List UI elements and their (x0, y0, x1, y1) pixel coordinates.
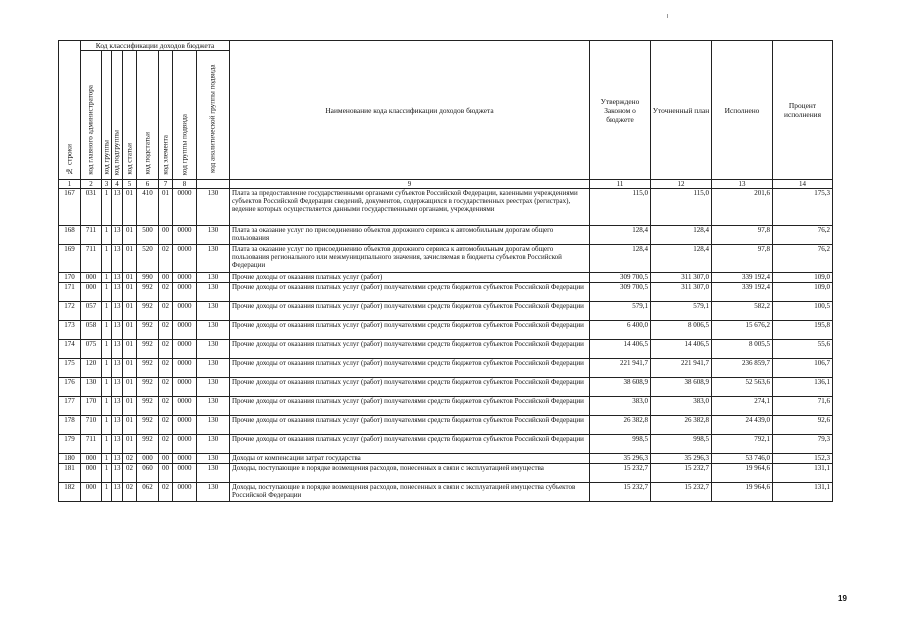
revenue-name: Прочие доходы от оказания платных услуг (работ) получателями средств бюджетов субъектов Российской Федерации (230, 321, 590, 340)
revenue-name: Плата за оказание услуг по присоединению объектов дорожного сервиса к автомобильным дорогам общего пользования регионального или межмуниципального значения, зачисляемая в бюджеты субъектов Российской Федерации (230, 245, 590, 273)
percent-value: 100,5 (773, 302, 833, 321)
col-number: 7 (159, 180, 173, 189)
code-article: 01 (123, 302, 137, 321)
column-number-row (59, 180, 833, 189)
code-group: 1 (102, 454, 112, 464)
col-number: 12 (651, 180, 712, 189)
approved-value: 35 296,3 (590, 454, 651, 464)
approved-value: 14 406,5 (590, 340, 651, 359)
code-group: 1 (102, 483, 112, 502)
code-element: 02 (159, 321, 173, 340)
code-article: 01 (123, 340, 137, 359)
approved-value: 6 400,0 (590, 321, 651, 340)
code-element: 02 (159, 416, 173, 435)
revenue-name: Прочие доходы от оказания платных услуг (работ) получателями средств бюджетов субъектов Российской Федерации (230, 435, 590, 454)
refined-value: 579,1 (651, 302, 712, 321)
code-analytic-group: 130 (197, 454, 230, 464)
refined-value: 15 232,7 (651, 483, 712, 502)
header-code-analytic-group: код аналитической группы подвида (197, 51, 230, 180)
row-number: 180 (59, 454, 81, 464)
code-admin: 057 (81, 302, 102, 321)
revenue-name: Прочие доходы от оказания платных услуг (работ) (230, 273, 590, 283)
code-subtype-group: 0000 (173, 359, 197, 378)
code-article: 01 (123, 283, 137, 302)
row-number: 173 (59, 321, 81, 340)
row-number: 168 (59, 226, 81, 245)
refined-value: 998,5 (651, 435, 712, 454)
header-code-group: Код классификации доходов бюджета (81, 41, 230, 51)
code-group: 1 (102, 435, 112, 454)
code-subarticle: 992 (137, 378, 159, 397)
code-element: 02 (159, 397, 173, 416)
executed-value: 236 859,7 (712, 359, 773, 378)
percent-value: 175,3 (773, 189, 833, 226)
code-subtype-group: 0000 (173, 273, 197, 283)
refined-value: 383,0 (651, 397, 712, 416)
code-admin: 710 (81, 416, 102, 435)
code-group: 1 (102, 302, 112, 321)
table-body (59, 189, 833, 502)
col-number (197, 180, 230, 189)
percent-value: 152,3 (773, 454, 833, 464)
code-subtype-group: 0000 (173, 397, 197, 416)
col-number: 13 (712, 180, 773, 189)
table-row (59, 397, 833, 416)
code-subarticle: 062 (137, 483, 159, 502)
code-subtype-group: 0000 (173, 283, 197, 302)
executed-value: 15 676,2 (712, 321, 773, 340)
code-subgroup: 13 (112, 226, 123, 245)
executed-value: 19 964,6 (712, 464, 773, 483)
code-article: 02 (123, 454, 137, 464)
code-element: 02 (159, 359, 173, 378)
approved-value: 128,4 (590, 226, 651, 245)
header-code-element: код элемента (159, 51, 173, 180)
table-row (59, 483, 833, 502)
code-article: 01 (123, 416, 137, 435)
executed-value: 24 439,0 (712, 416, 773, 435)
code-group: 1 (102, 245, 112, 273)
code-element: 00 (159, 273, 173, 283)
refined-value: 38 608,9 (651, 378, 712, 397)
code-element: 02 (159, 483, 173, 502)
refined-value: 128,4 (651, 226, 712, 245)
code-subgroup: 13 (112, 483, 123, 502)
approved-value: 38 608,9 (590, 378, 651, 397)
code-subarticle: 500 (137, 226, 159, 245)
code-article: 01 (123, 435, 137, 454)
code-article: 02 (123, 464, 137, 483)
code-subgroup: 13 (112, 416, 123, 435)
code-element: 00 (159, 464, 173, 483)
code-subgroup: 13 (112, 378, 123, 397)
approved-value: 579,1 (590, 302, 651, 321)
code-subtype-group: 0000 (173, 226, 197, 245)
executed-value: 339 192,4 (712, 283, 773, 302)
percent-value: 106,7 (773, 359, 833, 378)
code-subgroup: 13 (112, 397, 123, 416)
revenue-name: Доходы, поступающие в порядке возмещения расходов, понесенных в связи с эксплуатацией имущества (230, 464, 590, 483)
approved-value: 15 232,7 (590, 464, 651, 483)
code-subgroup: 13 (112, 189, 123, 226)
code-admin: 000 (81, 273, 102, 283)
code-subgroup: 13 (112, 245, 123, 273)
code-admin: 031 (81, 189, 102, 226)
revenue-name: Прочие доходы от оказания платных услуг (работ) получателями средств бюджетов субъектов Российской Федерации (230, 416, 590, 435)
row-number: 177 (59, 397, 81, 416)
code-element: 01 (159, 189, 173, 226)
code-article: 02 (123, 483, 137, 502)
refined-value: 15 232,7 (651, 464, 712, 483)
code-subtype-group: 0000 (173, 464, 197, 483)
code-analytic-group: 130 (197, 340, 230, 359)
header-code-article: код статьи (123, 51, 137, 180)
code-analytic-group: 130 (197, 273, 230, 283)
col-number: 1 (59, 180, 81, 189)
percent-value: 131,1 (773, 464, 833, 483)
code-article: 01 (123, 397, 137, 416)
executed-value: 274,1 (712, 397, 773, 416)
table-row (59, 359, 833, 378)
refined-value: 221 941,7 (651, 359, 712, 378)
refined-value: 14 406,5 (651, 340, 712, 359)
header-code-subarticle: код подстатьи (137, 51, 159, 180)
code-element: 02 (159, 245, 173, 273)
code-subgroup: 13 (112, 302, 123, 321)
header-code-group-col: код группы (102, 51, 112, 180)
percent-value: 109,0 (773, 273, 833, 283)
code-element: 02 (159, 283, 173, 302)
approved-value: 115,0 (590, 189, 651, 226)
code-analytic-group: 130 (197, 321, 230, 340)
approved-value: 26 382,8 (590, 416, 651, 435)
code-subtype-group: 0000 (173, 454, 197, 464)
executed-value: 8 005,5 (712, 340, 773, 359)
table-row (59, 283, 833, 302)
row-number: 175 (59, 359, 81, 378)
code-element: 02 (159, 340, 173, 359)
revenue-name: Прочие доходы от оказания платных услуг (работ) получателями средств бюджетов субъектов Российской Федерации (230, 378, 590, 397)
code-subarticle: 060 (137, 464, 159, 483)
refined-value: 26 382,8 (651, 416, 712, 435)
code-group: 1 (102, 226, 112, 245)
code-subarticle: 990 (137, 273, 159, 283)
code-admin: 000 (81, 464, 102, 483)
row-number: 179 (59, 435, 81, 454)
approved-value: 15 232,7 (590, 483, 651, 502)
code-subgroup: 13 (112, 283, 123, 302)
executed-value: 52 563,6 (712, 378, 773, 397)
code-subtype-group: 0000 (173, 483, 197, 502)
code-element: 02 (159, 378, 173, 397)
refined-value: 128,4 (651, 245, 712, 273)
col-number: 11 (590, 180, 651, 189)
code-admin: 058 (81, 321, 102, 340)
code-subtype-group: 0000 (173, 245, 197, 273)
code-subgroup: 13 (112, 464, 123, 483)
refined-value: 311 307,0 (651, 273, 712, 283)
code-admin: 000 (81, 454, 102, 464)
code-group: 1 (102, 416, 112, 435)
code-subtype-group: 0000 (173, 435, 197, 454)
row-number: 178 (59, 416, 81, 435)
code-analytic-group: 130 (197, 378, 230, 397)
code-subgroup: 13 (112, 321, 123, 340)
code-admin: 170 (81, 397, 102, 416)
header-approved: Утверждено Законом о бюджете (590, 41, 651, 180)
revenue-name: Прочие доходы от оказания платных услуг (работ) получателями средств бюджетов субъектов Российской Федерации (230, 283, 590, 302)
table-row (59, 378, 833, 397)
executed-value: 97,8 (712, 245, 773, 273)
col-number: 2 (81, 180, 102, 189)
code-analytic-group: 130 (197, 189, 230, 226)
code-subarticle: 000 (137, 454, 159, 464)
code-element: 00 (159, 226, 173, 245)
table-row (59, 273, 833, 283)
code-article: 01 (123, 359, 137, 378)
code-article: 01 (123, 189, 137, 226)
code-subarticle: 992 (137, 283, 159, 302)
code-subgroup: 13 (113, 454, 121, 462)
code-subarticle: 520 (137, 245, 159, 273)
code-subtype-group: 0000 (173, 302, 197, 321)
code-analytic-group: 130 (197, 359, 230, 378)
code-admin: 000 (81, 483, 102, 502)
refined-value: 311 307,0 (651, 283, 712, 302)
percent-value: 109,0 (773, 283, 833, 302)
code-analytic-group: 130 (197, 464, 230, 483)
code-admin: 130 (81, 378, 102, 397)
code-subarticle: 992 (137, 321, 159, 340)
approved-value: 221 941,7 (590, 359, 651, 378)
code-admin: 000 (81, 283, 102, 302)
code-subarticle: 992 (137, 435, 159, 454)
code-subarticle: 992 (137, 302, 159, 321)
percent-value: 79,3 (773, 435, 833, 454)
percent-value: 92,6 (773, 416, 833, 435)
code-group: 1 (102, 378, 112, 397)
code-group: 1 (102, 340, 112, 359)
approved-value: 998,5 (590, 435, 651, 454)
code-subarticle: 992 (137, 359, 159, 378)
budget-table-sheet (58, 40, 833, 502)
percent-value: 55,6 (773, 340, 833, 359)
row-number: 174 (59, 340, 81, 359)
row-number: 167 (59, 189, 81, 226)
row-number: 170 (59, 273, 81, 283)
code-analytic-group: 130 (197, 397, 230, 416)
code-subarticle: 992 (137, 416, 159, 435)
revenue-name: Плата за оказание услуг по присоединению объектов дорожного сервиса к автомобильным дорогам общего пользования (230, 226, 590, 245)
col-number: 9 (230, 180, 590, 189)
col-number: 8 (173, 180, 197, 189)
code-analytic-group: 130 (197, 283, 230, 302)
code-admin: 120 (81, 359, 102, 378)
approved-value: 128,4 (590, 245, 651, 273)
code-analytic-group: 130 (197, 435, 230, 454)
refined-value: 115,0 (651, 189, 712, 226)
code-subtype-group: 0000 (173, 189, 197, 226)
approved-value: 309 700,5 (590, 273, 651, 283)
code-subtype-group: 0000 (173, 416, 197, 435)
code-group: 1 (102, 273, 112, 283)
col-number: 4 (112, 180, 123, 189)
code-analytic-group: 130 (197, 245, 230, 273)
code-analytic-group: 130 (197, 416, 230, 435)
table-row (59, 189, 833, 226)
table-row (59, 302, 833, 321)
executed-value: 97,8 (712, 226, 773, 245)
header-executed: Исполнено (712, 41, 773, 180)
row-number: 169 (59, 245, 81, 273)
percent-value: 76,2 (773, 226, 833, 245)
percent-value: 76,2 (773, 245, 833, 273)
executed-value: 53 746,0 (712, 454, 773, 464)
code-analytic-group: 130 (197, 483, 230, 502)
approved-value: 309 700,5 (590, 283, 651, 302)
refined-value: 35 296,3 (651, 454, 712, 464)
executed-value: 19 964,6 (712, 483, 773, 502)
code-article: 01 (123, 273, 137, 283)
col-number: 3 (102, 180, 112, 189)
code-subarticle: 410 (137, 189, 159, 226)
code-element: 02 (159, 435, 173, 454)
header-row-number: № строки (59, 41, 81, 180)
code-analytic-group: 130 (197, 302, 230, 321)
code-article: 01 (123, 245, 137, 273)
code-article: 01 (123, 321, 137, 340)
table-row (59, 226, 833, 245)
table-row (59, 340, 833, 359)
executed-value: 201,6 (712, 189, 773, 226)
code-subtype-group: 0000 (173, 321, 197, 340)
revenue-name: Прочие доходы от оказания платных услуг (работ) получателями средств бюджетов субъектов Российской Федерации (230, 340, 590, 359)
header-code-subgroup: код подгруппы (112, 51, 123, 180)
table-row (59, 321, 833, 340)
code-group: 1 (102, 397, 112, 416)
page-number: 19 (838, 594, 847, 603)
table-row (59, 416, 833, 435)
row-number: 171 (59, 283, 81, 302)
code-group: 1 (102, 464, 112, 483)
code-subgroup: 13 (113, 273, 121, 281)
table-row (59, 454, 833, 464)
code-element: 02 (159, 302, 173, 321)
code-admin: 711 (81, 435, 102, 454)
code-article: 01 (123, 226, 137, 245)
code-subgroup: 13 (112, 435, 123, 454)
code-admin: 711 (81, 226, 102, 245)
executed-value: 339 192,4 (712, 273, 773, 283)
executed-value: 582,2 (712, 302, 773, 321)
budget-revenue-table (58, 40, 833, 502)
percent-value: 195,8 (773, 321, 833, 340)
header-code-admin: код главного администратора (81, 51, 102, 180)
header-code-subtype-group: код группы подвида (173, 51, 197, 180)
code-subarticle: 992 (137, 397, 159, 416)
code-group: 1 (102, 321, 112, 340)
revenue-name: Прочие доходы от оказания платных услуг (работ) получателями средств бюджетов субъектов Российской Федерации (230, 359, 590, 378)
revenue-name: Доходы, поступающие в порядке возмещения расходов, понесенных в связи с эксплуатацией имущества субъектов Российской Федерации (230, 483, 590, 502)
table-row (59, 464, 833, 483)
header-refined: Уточненный план (651, 41, 712, 180)
refined-value: 8 006,5 (651, 321, 712, 340)
code-article: 01 (123, 378, 137, 397)
row-number: 182 (59, 483, 81, 502)
table-row (59, 435, 833, 454)
row-number: 176 (59, 378, 81, 397)
code-subgroup: 13 (112, 340, 123, 359)
header-percent: Процент исполнения (773, 41, 833, 180)
revenue-name: Доходы от компенсации затрат государства (230, 454, 590, 464)
code-subgroup: 13 (112, 359, 123, 378)
scan-mark (667, 14, 668, 18)
row-number: 172 (59, 302, 81, 321)
code-subtype-group: 0000 (173, 340, 197, 359)
percent-value: 131,1 (773, 483, 833, 502)
header-name: Наименование кода классификации доходов бюджета (230, 41, 590, 180)
revenue-name: Прочие доходы от оказания платных услуг (работ) получателями средств бюджетов субъектов Российской Федерации (230, 302, 590, 321)
revenue-name: Плата за предоставление государственными органами субъектов Российской Федерации, казенными учреждениями субъектов Российской Федерации сведений, документов, содержащихся в государственных реестрах (регистрах), ведение которых осуществляется данными государственными органами, учреждениями (230, 189, 590, 226)
revenue-name: Прочие доходы от оказания платных услуг (работ) получателями средств бюджетов субъектов Российской Федерации (230, 397, 590, 416)
code-analytic-group: 130 (197, 226, 230, 245)
row-number: 181 (59, 464, 81, 483)
code-subarticle: 992 (137, 340, 159, 359)
code-group: 1 (102, 283, 112, 302)
percent-value: 136,1 (773, 378, 833, 397)
code-admin: 711 (81, 245, 102, 273)
table-row (59, 245, 833, 273)
col-number: 5 (123, 180, 137, 189)
code-group: 1 (102, 359, 112, 378)
col-number: 14 (773, 180, 833, 189)
percent-value: 71,6 (773, 397, 833, 416)
code-subtype-group: 0000 (173, 378, 197, 397)
col-number: 6 (137, 180, 159, 189)
executed-value: 792,1 (712, 435, 773, 454)
code-element: 00 (159, 454, 173, 464)
approved-value: 383,0 (590, 397, 651, 416)
code-admin: 075 (81, 340, 102, 359)
code-group: 1 (102, 189, 112, 226)
